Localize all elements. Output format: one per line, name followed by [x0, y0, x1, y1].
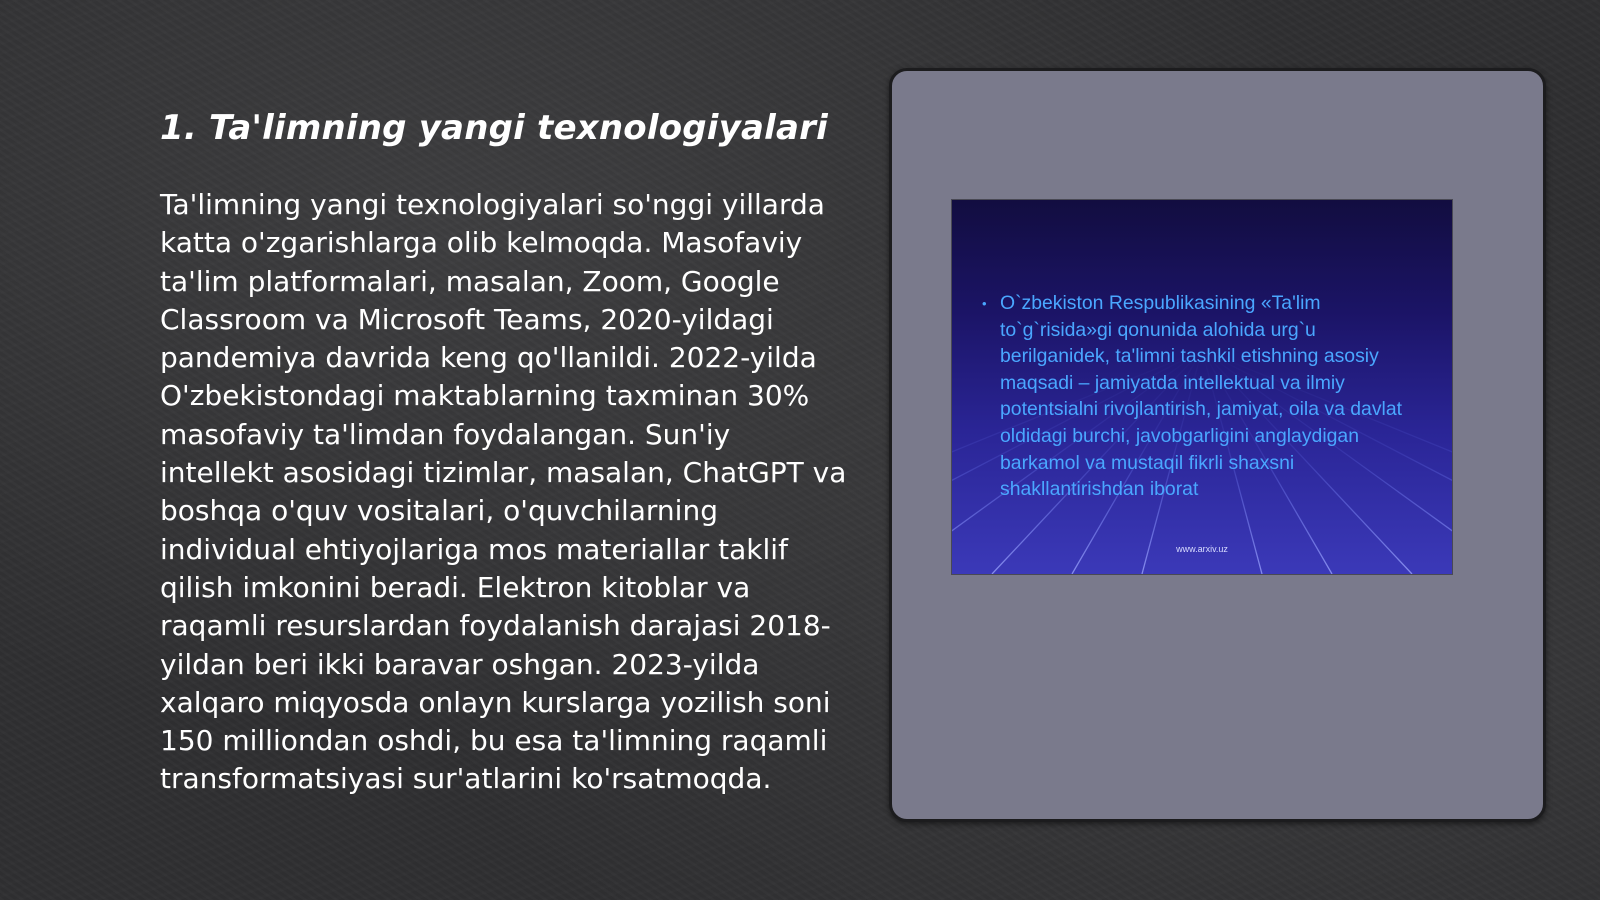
embedded-slide-text: O`zbekiston Respublikasining «Ta'lim to`g`risida»gi qonunida alohida urg`u berilganidek, ta'limni tashkil etishning asosiy maqsadi – jamiyatda intellektual va ilmiy potentsialni rivojlantirish, jamiyat, oila va davlat oldidagi burchi, javobgarligini anglaydigan barkamol va mustaqil fikrli shaxsni shakllantirishdan iborat — [1000, 292, 1403, 501]
image-frame — [889, 68, 1546, 822]
slide-title: 1. Ta'limning yangi texnologiyalari — [160, 108, 828, 148]
embedded-slide-image — [952, 200, 1452, 574]
slide-body-text: Ta'limning yangi texnologiyalari so'nggi yillarda katta o'zgarishlarga olib kelmoqda. Masofaviy ta'lim platformalari, masalan, Zoom, Google Classroom va Microsoft Teams, 2020-yildagi pandemiya davrida keng qo'llanildi. 2022-yilda O'zbekistondagi maktablarning taxminan 30% masofaviy ta'limdan foydalangan. Sun'iy intellekt asosidagi tizimlar, masalan, ChatGPT va boshqa o'quv vositalari, o'quvchilarning individual ehtiyojlariga mos materiallar taklif qilish imkonini beradi. Elektron kitoblar va raqamli resurslardan foydalanish darajasi 2018-yildan beri ikki baravar oshgan. 2023-yilda xalqaro miqyosda onlayn kurslarga yozilish soni 150 milliondan oshdi, bu esa ta'limning raqamli transformatsiyasi sur'atlarini ko'rsatmoqda. — [160, 188, 847, 796]
bullet-dot: • — [982, 296, 987, 311]
embedded-slide-url: www.arxiv.uz — [1176, 544, 1228, 554]
